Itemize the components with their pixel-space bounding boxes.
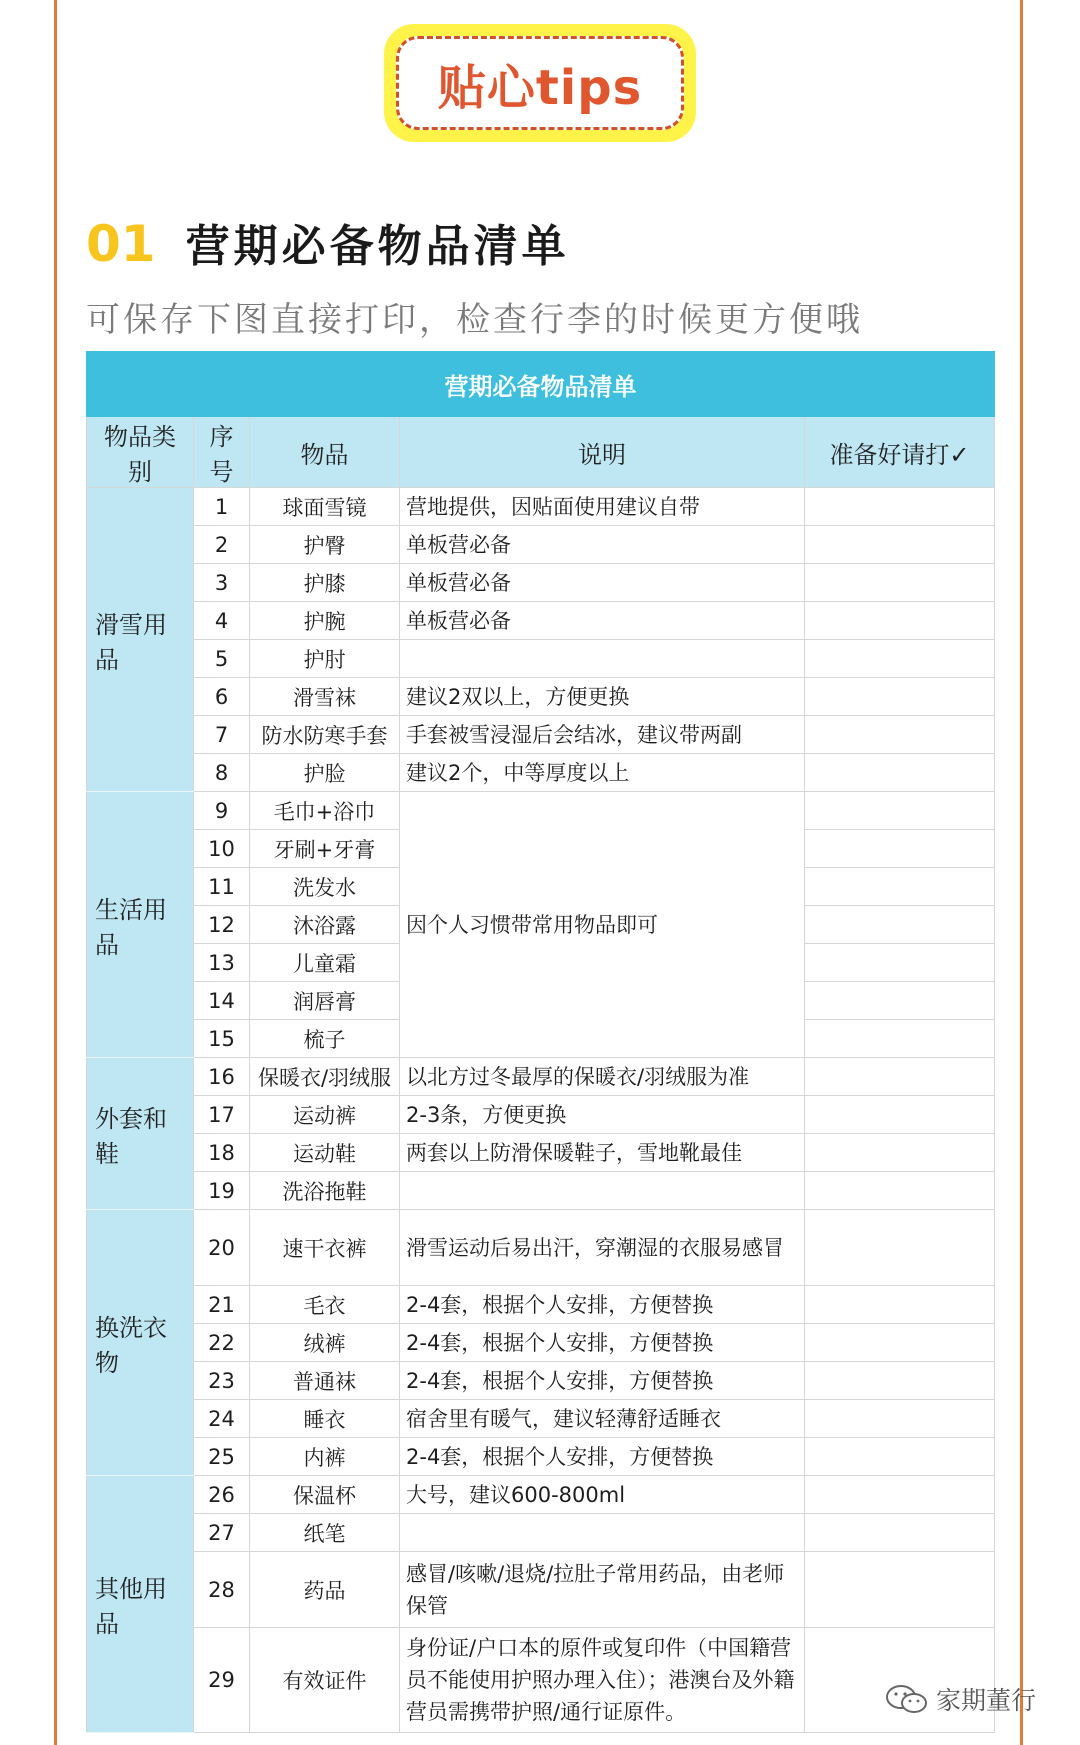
check-cell[interactable] [805, 754, 995, 792]
table-row [87, 792, 995, 830]
check-cell[interactable] [805, 1020, 995, 1058]
row-number: 3 [194, 564, 250, 602]
check-cell[interactable] [805, 1134, 995, 1172]
table-title: 营期必备物品清单 [87, 352, 995, 417]
table-row [87, 602, 995, 640]
row-description: 2-4套，根据个人安排，方便替换 [400, 1324, 805, 1362]
tips-badge-text: 贴心tips [437, 59, 643, 116]
table-row [87, 1134, 995, 1172]
row-item: 防水防寒手套 [250, 716, 400, 754]
row-description: 单板营必备 [400, 602, 805, 640]
table-row [87, 1438, 995, 1476]
check-cell[interactable] [805, 1400, 995, 1438]
right-border-line [1020, 0, 1023, 1745]
check-cell[interactable] [805, 868, 995, 906]
row-description [400, 640, 805, 678]
row-number: 21 [194, 1286, 250, 1324]
check-cell[interactable] [805, 944, 995, 982]
row-item: 毛巾+浴巾 [250, 792, 400, 830]
table-row [87, 1514, 995, 1552]
table-row [87, 1058, 995, 1096]
row-item: 沐浴露 [250, 906, 400, 944]
check-cell[interactable] [805, 1058, 995, 1096]
row-item: 运动鞋 [250, 1134, 400, 1172]
row-description: 以北方过冬最厚的保暖衣/羽绒服为准 [400, 1058, 805, 1096]
header-number: 序号 [194, 417, 250, 488]
check-cell[interactable] [805, 1476, 995, 1514]
row-number: 15 [194, 1020, 250, 1058]
row-number: 9 [194, 792, 250, 830]
row-item: 梳子 [250, 1020, 400, 1058]
row-item: 睡衣 [250, 1400, 400, 1438]
check-cell[interactable] [805, 716, 995, 754]
row-number: 17 [194, 1096, 250, 1134]
row-number: 24 [194, 1400, 250, 1438]
header-category: 物品类别 [87, 417, 194, 488]
row-item: 护膝 [250, 564, 400, 602]
check-cell[interactable] [805, 1552, 995, 1628]
row-item: 速干衣裤 [250, 1210, 400, 1286]
check-cell[interactable] [805, 1096, 995, 1134]
check-cell[interactable] [805, 640, 995, 678]
row-number: 5 [194, 640, 250, 678]
table-row [87, 640, 995, 678]
table-row [87, 1628, 995, 1733]
row-description: 2-4套，根据个人安排，方便替换 [400, 1438, 805, 1476]
row-number: 8 [194, 754, 250, 792]
table-header-row [87, 417, 995, 488]
row-description: 身份证/户口本的原件或复印件（中国籍营员不能使用护照办理入住）；港澳台及外籍营员需携带护照/通行证原件。 [400, 1628, 805, 1733]
row-item: 绒裤 [250, 1324, 400, 1362]
row-description: 建议2双以上，方便更换 [400, 678, 805, 716]
row-item: 毛衣 [250, 1286, 400, 1324]
row-item: 药品 [250, 1552, 400, 1628]
header-item: 物品 [250, 417, 400, 488]
row-item: 护臀 [250, 526, 400, 564]
section-subtitle: 可保存下图直接打印，检查行李的时候更方便哦 [86, 300, 863, 340]
row-item: 运动裤 [250, 1096, 400, 1134]
category-cell: 滑雪用品 [87, 488, 194, 792]
row-item: 润唇膏 [250, 982, 400, 1020]
row-number: 27 [194, 1514, 250, 1552]
table-row [87, 1324, 995, 1362]
row-description: 营地提供，因贴面使用建议自带 [400, 488, 805, 526]
row-item: 洗发水 [250, 868, 400, 906]
category-cell: 其他用品 [87, 1476, 194, 1733]
row-description: 滑雪运动后易出汗，穿潮湿的衣服易感冒 [400, 1210, 805, 1286]
check-cell[interactable] [805, 792, 995, 830]
check-cell[interactable] [805, 1324, 995, 1362]
table-row [87, 488, 995, 526]
row-number: 4 [194, 602, 250, 640]
check-cell[interactable] [805, 602, 995, 640]
row-item: 有效证件 [250, 1628, 400, 1733]
row-item: 儿童霜 [250, 944, 400, 982]
tips-badge-inner [396, 36, 684, 130]
row-description: 手套被雪浸湿后会结冰，建议带两副 [400, 716, 805, 754]
tips-badge [384, 24, 696, 142]
row-number: 25 [194, 1438, 250, 1476]
wechat-icon [884, 1684, 930, 1714]
row-description: 2-4套，根据个人安排，方便替换 [400, 1362, 805, 1400]
row-description: 宿舍里有暖气，建议轻薄舒适睡衣 [400, 1400, 805, 1438]
row-number: 19 [194, 1172, 250, 1210]
row-number: 2 [194, 526, 250, 564]
table-row [87, 1400, 995, 1438]
table-row [87, 526, 995, 564]
row-number: 1 [194, 488, 250, 526]
watermark [884, 1681, 1036, 1717]
row-description [400, 1514, 805, 1552]
row-description: 2-4套，根据个人安排，方便替换 [400, 1286, 805, 1324]
row-description: 两套以上防滑保暖鞋子，雪地靴最佳 [400, 1134, 805, 1172]
table-row [87, 678, 995, 716]
table-row [87, 1210, 995, 1286]
row-number: 6 [194, 678, 250, 716]
check-cell[interactable] [805, 526, 995, 564]
row-description: 因个人习惯带常用物品即可 [400, 792, 805, 1058]
row-item: 牙刷+牙膏 [250, 830, 400, 868]
check-cell[interactable] [805, 488, 995, 526]
row-number: 26 [194, 1476, 250, 1514]
checklist-table [86, 351, 995, 1733]
row-description: 单板营必备 [400, 564, 805, 602]
row-item: 内裤 [250, 1438, 400, 1476]
row-description: 建议2个，中等厚度以上 [400, 754, 805, 792]
section-heading [86, 210, 570, 274]
table-row [87, 1172, 995, 1210]
row-description: 单板营必备 [400, 526, 805, 564]
category-cell: 外套和鞋 [87, 1058, 194, 1210]
row-item: 护脸 [250, 754, 400, 792]
row-item: 滑雪袜 [250, 678, 400, 716]
row-item: 护腕 [250, 602, 400, 640]
row-number: 14 [194, 982, 250, 1020]
header-check: 准备好请打✓ [805, 417, 995, 488]
row-item: 保暖衣/羽绒服 [250, 1058, 400, 1096]
check-cell[interactable] [805, 1514, 995, 1552]
row-number: 28 [194, 1552, 250, 1628]
check-cell[interactable] [805, 906, 995, 944]
row-description: 大号，建议600-800ml [400, 1476, 805, 1514]
check-cell[interactable] [805, 678, 995, 716]
section-title: 营期必备物品清单 [185, 221, 570, 272]
table-row [87, 1286, 995, 1324]
check-cell[interactable] [805, 1362, 995, 1400]
check-cell[interactable] [805, 830, 995, 868]
check-cell[interactable] [805, 564, 995, 602]
table-row [87, 754, 995, 792]
row-description: 感冒/咳嗽/退烧/拉肚子常用药品，由老师保管 [400, 1552, 805, 1628]
row-number: 22 [194, 1324, 250, 1362]
row-number: 12 [194, 906, 250, 944]
row-number: 23 [194, 1362, 250, 1400]
check-cell[interactable] [805, 1438, 995, 1476]
row-item: 纸笔 [250, 1514, 400, 1552]
row-description: 2-3条，方便更换 [400, 1096, 805, 1134]
watermark-text: 家期董行 [936, 1686, 1037, 1715]
row-item: 护肘 [250, 640, 400, 678]
table-row [87, 1096, 995, 1134]
table-row [87, 564, 995, 602]
category-cell: 换洗衣物 [87, 1210, 194, 1476]
header-description: 说明 [400, 417, 805, 488]
check-cell[interactable] [805, 1286, 995, 1324]
check-cell[interactable] [805, 1172, 995, 1210]
row-number: 29 [194, 1628, 250, 1733]
row-description [400, 1172, 805, 1210]
check-cell[interactable] [805, 982, 995, 1020]
table-row [87, 716, 995, 754]
table-row [87, 1362, 995, 1400]
row-number: 16 [194, 1058, 250, 1096]
row-number: 20 [194, 1210, 250, 1286]
row-item: 洗浴拖鞋 [250, 1172, 400, 1210]
table-row [87, 1552, 995, 1628]
row-number: 11 [194, 868, 250, 906]
section-number: 01 [86, 215, 156, 273]
row-item: 普通袜 [250, 1362, 400, 1400]
left-border-line [54, 0, 57, 1745]
row-item: 保温杯 [250, 1476, 400, 1514]
row-number: 18 [194, 1134, 250, 1172]
check-cell[interactable] [805, 1210, 995, 1286]
row-number: 13 [194, 944, 250, 982]
row-number: 10 [194, 830, 250, 868]
row-item: 球面雪镜 [250, 488, 400, 526]
category-cell: 生活用品 [87, 792, 194, 1058]
table-row [87, 1476, 995, 1514]
row-number: 7 [194, 716, 250, 754]
